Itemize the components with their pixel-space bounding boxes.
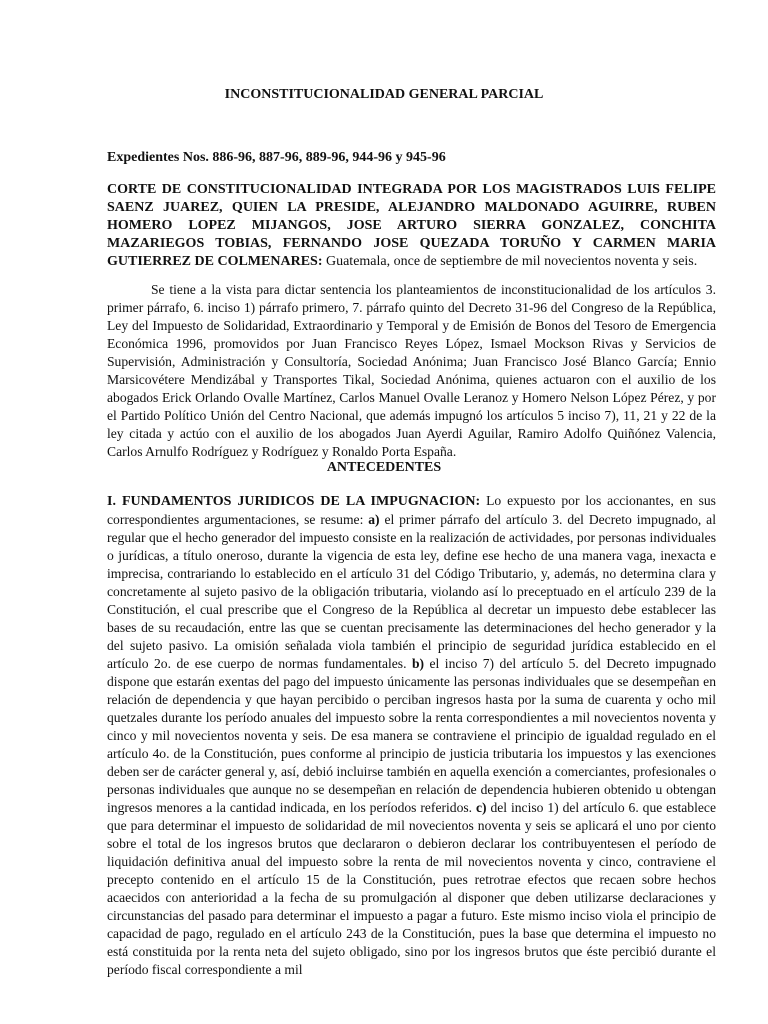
section-intro: Lo expuesto por los accionantes, en sus correspondientes argumentaciones, se resume: [107,493,716,527]
section-title: I. FUNDAMENTOS JURIDICOS DE LA IMPUGNACION: [107,494,481,509]
item-b-text: el inciso 7) del artículo 5. del Decreto impugnado dispone que estarán exentas del pago del impuesto únicamente las personas individuales que se desempeñan en relación de dependencia y que hayan percibido o perciban ingresos hasta por la suma de cuarenta y ocho mil quetzales durante los período anuales del impuesto sobre la renta correspondientes a mil novecientos noventa y cinco y mil novecientos noventa y seis. De esa manera se contraviene el principio de igualdad regulado en el artículo 4o. de la Constitución, pues conforme al principio de justicia tributaria los impuestos y las exenciones deben ser de carácter general y, así, debió incluirse también en aquella exención a comerciantes, profesionales o personas individuales que aunque no se desempeñan en relación de dependencia hubieren obtenido u obtengan ingresos menores a la cantidad indicada, en los períodos referidos. [107,656,716,815]
item-c-marker: c) [476,800,487,815]
intro-paragraph: Se tiene a la vista para dictar sentencia los planteamientos de inconstitucionalidad de los artículos 3. primer párrafo, 6. inciso 1) párrafo primero, 7. párrafo quinto del Decreto 31-96 del Congreso de la República, Ley del Impuesto de Solidaridad, Extraordinario y Temporal y de Emisión de Bonos del Tesoro de Emergencia Económica 1996, promovidos por Juan Francisco Reyes López, Ismael Mockson Rivas y Servicios de Supervisión, Administración y Consultoría, Sociedad Anónima; Juan Francisco José Blanco García; Ennio Marsicovétere Mendizábal y Transportes Tikal, Sociedad Anónima, quienes actuaron con el auxilio de los abogados Erick Orlando Ovalle Martínez, Carlos Manuel Ovalle Leranoz y Homero Nelson López Pérez, y por el Partido Político Unión del Centro Nacional, que además impugnó los artículos 5 inciso 7), 11, 21 y 22 de la ley citada y actúo con el auxilio de los abogados Juan Ayerdi Aguilar, Ramiro Adolfo Quiñónez Valencia, Carlos Arnulfo Rodríguez y Rodríguez y Ronaldo Porta España. [107,282,716,459]
document-title: INCONSTITUCIONALIDAD GENERAL PARCIAL [224,87,544,102]
item-a-text: el primer párrafo del artículo 3. del Decreto impugnado, al regular que el hecho generador del impuesto consiste en la realización de actividades, por personas individuales o jurídicas, a título oneroso, durante la vigencia de esta ley, define ese hecho de una manera vaga, inexacta e imprecisa, contrariando lo establecido en el artículo 31 del Código Tributario, y, además, no determina clara y concretamente al sujeto pasivo de la obligación tributaria, violando así lo preceptuado en el artículo 239 de la Constitución, el cual prescribe que el Congreso de la República al decretar un impuesto debe establecer las bases de su recaudación, entre las que se cuentan precisamente las determinaciones del hecho generador y la del sujeto pasivo. La omisión señalada viola también el principio de seguridad jurídica establecido en el artículo 2o. de ese cuerpo de normas fundamentales. [107,512,716,671]
fundamentos-section [107,492,716,979]
item-b-marker: b) [411,656,425,671]
court-place-date: Guatemala, once de septiembre de mil novecientos noventa y seis. [322,254,698,269]
item-c-text: del inciso 1) del artículo 6. que establece que para determinar el impuesto de solidaridad de mil novecientos noventa y seis se aplicará el uno por ciento sobre el total de los ingresos brutos que declararon o debieron declarar los contribuyentesen el período de liquidación definitiva anual del impuesto sobre la renta de mil novecientos noventa y cinco, contraviene el precepto contenido en el artículo 15 de la Constitución, pues retrotrae efectos que recaen sobre hechos acaecidos con anterioridad a la fecha de su promulgación al disponer que deben utilizarse declaraciones y circunstancias del pasado para determinar el impuesto a pagar a futuro. Este mismo inciso viola el principio de capacidad de pago, regulado en el artículo 243 de la Constitución, pues la base que determina el impuesto no está constituida por la renta neta del sujeto obligado, sino por los ingresos brutos que éste percibió durante el período fiscal correspondiente a mil [107,800,716,977]
court-heading: CORTE DE CONSTITUCIONALIDAD INTEGRADA POR LOS MAGISTRADOS LUIS FELIPE SAENZ JUAREZ, QUIEN LA PRESIDE, ALEJANDRO MALDONADO AGUIRRE, RUBEN HOMERO LOPEZ MIJANGOS, JOSE ARTURO SIERRA GONZALEZ, CONCHITA MAZARIEGOS TOBIAS, FERNANDO JOSE QUEZADA TORUÑO Y CARMEN MARIA GUTIERREZ DE COLMENARES: [107,182,716,269]
court-composition-paragraph [107,181,716,271]
item-a-marker: a) [368,512,380,527]
expedientes-line: Expedientes Nos. 886-96, 887-96, 889-96, 944-96 y 945-96 [107,150,446,165]
antecedentes-heading: ANTECEDENTES [326,460,442,475]
